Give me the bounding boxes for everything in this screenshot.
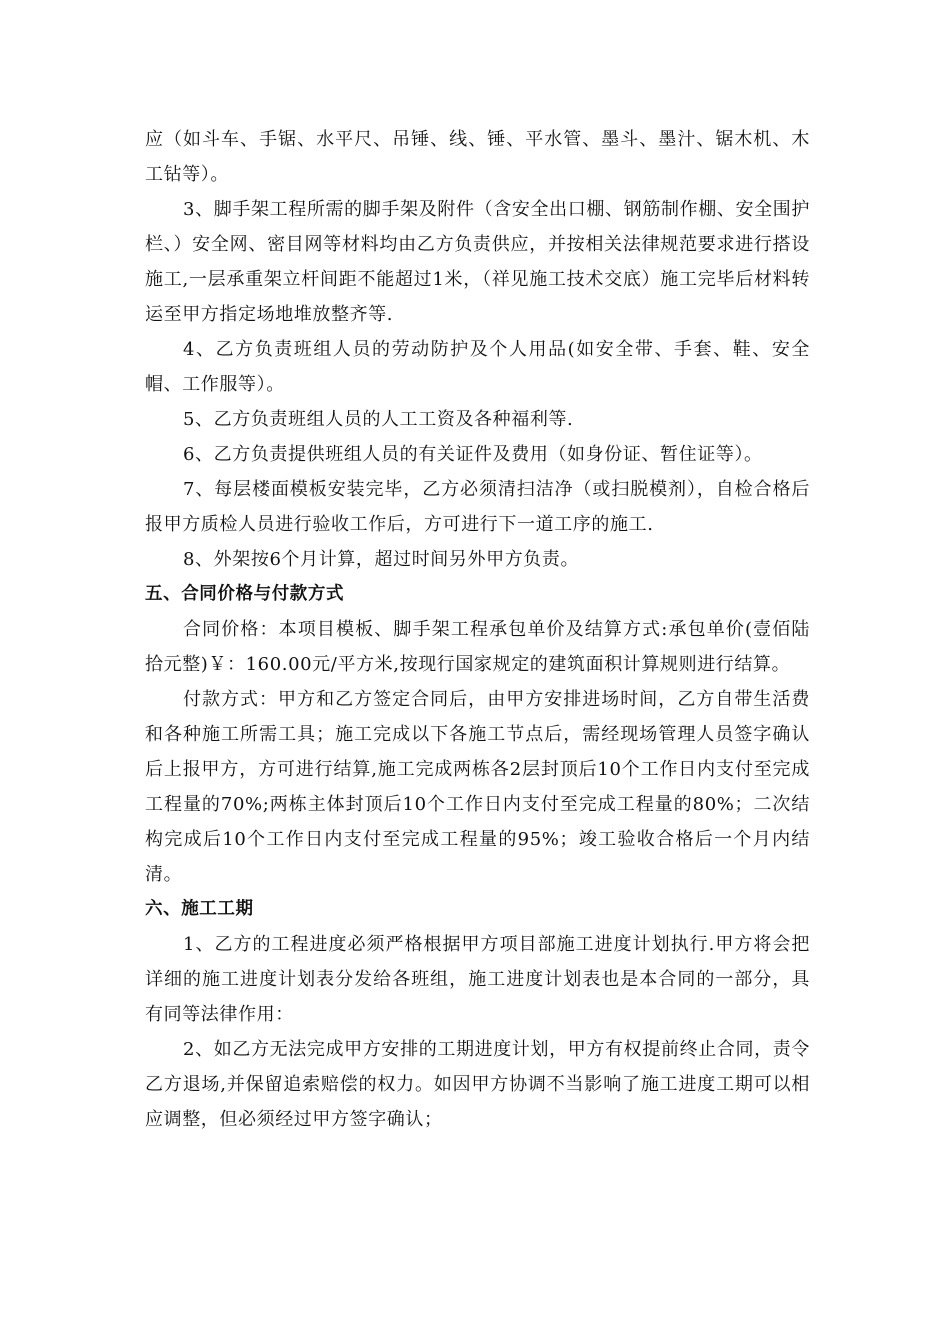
paragraph-tools-continued: 应（如斗车、手锯、水平尺、吊锤、线、锤、平水管、墨斗、墨汁、锯木机、木工钻等）。: [145, 129, 810, 185]
document-body: [145, 122, 810, 1137]
paragraph-item-7: 7、每层楼面模板安装完毕，乙方必须清扫洁净（或扫脱模剂），自检合格后报甲方质检人员进行验收工作后，方可进行下一道工序的施工.: [145, 479, 810, 535]
paragraph-item-3: 3、脚手架工程所需的脚手架及附件（含安全出口棚、钢筋制作棚、安全围护栏、）安全网、密目网等材料均由乙方负责供应，并按相关法律规范要求进行搭设施工,一层承重架立杆间距不能超过1米，（祥见施工技术交底）施工完毕后材料转运至甲方指定场地堆放整齐等.: [145, 199, 810, 325]
section-heading-5: 五、合同价格与付款方式: [145, 584, 345, 604]
section-heading-6: 六、施工工期: [145, 899, 254, 919]
paragraph-item-4: 4、乙方负责班组人员的劳动防护及个人用品(如安全带、手套、鞋、安全帽、工作服等）。: [145, 339, 810, 395]
paragraph-contract-price: 合同价格：本项目模板、脚手架工程承包单价及结算方式:承包单价(壹佰陆拾元整)￥：160.00元/平方米,按现行国家规定的建筑面积计算规则进行结算。: [145, 619, 810, 675]
paragraph-item-8: 8、外架按6个月计算，超过时间另外甲方负责。: [183, 549, 580, 570]
paragraph-item-6: 6、乙方负责提供班组人员的有关证件及费用（如身份证、暂住证等）。: [183, 444, 763, 465]
paragraph-item-5: 5、乙方负责班组人员的人工工资及各种福利等.: [183, 409, 574, 430]
paragraph-schedule-2: 2、如乙方无法完成甲方安排的工期进度计划，甲方有权提前终止合同，责令乙方退场,并保留追索赔偿的权力。如因甲方协调不当影响了施工进度工期可以相应调整，但必须经过甲方签字确认；: [145, 1039, 810, 1130]
paragraph-payment-method: 付款方式：甲方和乙方签定合同后，由甲方安排进场时间，乙方自带生活费和各种施工所需工具；施工完成以下各施工节点后，需经现场管理人员签字确认后上报甲方，方可进行结算,施工完成两栋各2层封顶后10个工作日内支付至完成工程量的70%;两栋主体封顶后10个工作日内支付至完成工程量的80%；二次结构完成后10个工作日内支付至完成工程量的95%；竣工验收合格后一个月内结清。: [145, 689, 810, 885]
paragraph-schedule-1: 1、乙方的工程进度必须严格根据甲方项目部施工进度计划执行.甲方将会把详细的施工进度计划表分发给各班组，施工进度计划表也是本合同的一部分，具有同等法律作用：: [145, 934, 810, 1025]
